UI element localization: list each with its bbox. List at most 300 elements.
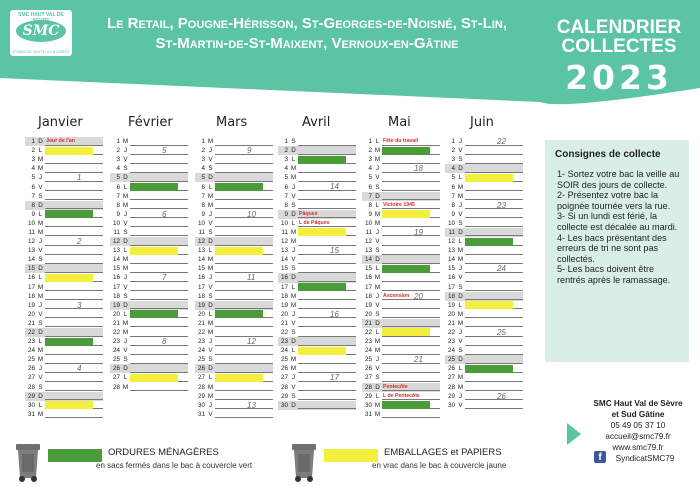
day-number: 1 xyxy=(201,138,205,146)
day-number: 23 xyxy=(27,338,35,346)
day-letter: M xyxy=(37,410,44,418)
day-row xyxy=(445,201,523,210)
day-row xyxy=(362,283,440,292)
day-row xyxy=(278,264,356,273)
day-letter: S xyxy=(375,310,380,318)
green-collection-bar xyxy=(298,156,346,164)
day-letter: L xyxy=(123,183,128,191)
day-number: 15 xyxy=(197,265,205,273)
day-number: 1 xyxy=(368,138,372,146)
day-letter: J xyxy=(458,392,463,400)
day-number: 17 xyxy=(447,283,455,291)
day-letter: V xyxy=(208,347,213,355)
day-number: 5 xyxy=(451,174,455,182)
day-letter: L xyxy=(38,274,43,282)
day-row xyxy=(195,192,273,201)
day-letter: S xyxy=(123,228,128,236)
week-number: 4 xyxy=(77,364,82,374)
day-line xyxy=(130,192,188,200)
yellow-collection-bar xyxy=(130,247,178,255)
yellow-bin-icon xyxy=(290,440,318,482)
day-line xyxy=(465,374,523,382)
day-row xyxy=(278,173,356,182)
day-letter: M xyxy=(207,329,214,337)
day-line xyxy=(45,410,103,418)
green-collection-bar xyxy=(45,338,93,346)
day-letter: L xyxy=(208,310,213,318)
day-row xyxy=(445,164,523,173)
day-number: 2 xyxy=(31,147,35,155)
green-collection-bar xyxy=(465,365,513,373)
day-line xyxy=(130,292,188,300)
day-number: 19 xyxy=(197,301,205,309)
day-row xyxy=(445,346,523,355)
day-row xyxy=(110,355,188,364)
day-number: 17 xyxy=(364,283,372,291)
day-line xyxy=(215,219,273,227)
day-number: 11 xyxy=(198,228,205,236)
day-letter: L xyxy=(375,329,380,337)
day-letter: M xyxy=(457,192,464,200)
day-number: 4 xyxy=(368,165,372,173)
day-row xyxy=(110,283,188,292)
contact-email[interactable]: accueil@smc79.fr xyxy=(605,432,671,441)
day-row xyxy=(362,310,440,319)
day-row xyxy=(195,364,273,373)
day-row xyxy=(445,210,523,219)
day-line xyxy=(298,292,356,300)
day-line xyxy=(298,165,356,173)
day-letter: S xyxy=(38,192,43,200)
day-row xyxy=(25,283,103,292)
day-line xyxy=(215,192,273,200)
day-number: 29 xyxy=(447,392,455,400)
day-line xyxy=(215,319,273,327)
contact-name-2: et Sud Gâtine xyxy=(611,410,665,419)
day-row xyxy=(25,301,103,310)
day-row xyxy=(278,182,356,191)
day-row xyxy=(25,273,103,282)
month-name-janvier: Janvier xyxy=(38,115,83,130)
day-number: 21 xyxy=(197,319,205,327)
day-row xyxy=(195,383,273,392)
day-number: 14 xyxy=(27,256,35,264)
day-row xyxy=(195,328,273,337)
day-letter: J xyxy=(123,147,128,155)
day-row xyxy=(195,164,273,173)
day-number: 4 xyxy=(31,165,35,173)
calendar-title xyxy=(540,18,698,56)
month-name-juin: Juin xyxy=(470,115,494,130)
day-number: 19 xyxy=(27,301,35,309)
day-number: 8 xyxy=(284,201,288,209)
day-letter: J xyxy=(123,338,128,346)
week-number: 26 xyxy=(497,391,506,401)
day-letter: S xyxy=(291,265,296,273)
legend-green-swatch xyxy=(48,449,102,462)
day-line xyxy=(298,265,356,273)
day-line xyxy=(298,310,356,318)
smc-logo xyxy=(10,10,72,56)
day-line xyxy=(215,265,273,273)
day-letter: V xyxy=(458,147,463,155)
day-letter: M xyxy=(290,228,297,236)
day-letter: L xyxy=(291,283,296,291)
day-letter: S xyxy=(458,156,463,164)
day-row xyxy=(110,146,188,155)
day-line xyxy=(45,183,103,191)
day-letter: M xyxy=(207,138,214,146)
yellow-collection-bar xyxy=(298,347,346,355)
day-row xyxy=(25,201,103,210)
day-number: 26 xyxy=(280,365,288,373)
day-letter: V xyxy=(38,247,43,255)
day-number: 13 xyxy=(197,247,205,255)
week-number: 8 xyxy=(162,337,167,347)
day-row xyxy=(278,292,356,301)
day-number: 17 xyxy=(280,283,288,291)
day-letter: J xyxy=(458,265,463,273)
day-letter: V xyxy=(123,347,128,355)
day-number: 12 xyxy=(27,238,35,246)
day-row xyxy=(25,373,103,382)
day-letter: D xyxy=(375,256,380,264)
day-row xyxy=(278,283,356,292)
day-row xyxy=(110,273,188,282)
calendar-year: 2023 xyxy=(565,58,673,97)
week-number: 22 xyxy=(497,137,506,146)
day-letter: M xyxy=(374,410,381,418)
day-row xyxy=(278,219,356,228)
day-line xyxy=(465,329,523,337)
day-line xyxy=(215,138,273,146)
day-line xyxy=(130,228,188,236)
day-row xyxy=(278,355,356,364)
day-line xyxy=(45,201,103,209)
day-letter: V xyxy=(375,301,380,309)
consigne-item-4: 4- Les bacs présentant des erreurs de tri ne sont pas collectés. xyxy=(557,232,667,264)
day-number: 7 xyxy=(31,192,35,200)
week-number: 3 xyxy=(77,300,82,310)
day-row xyxy=(445,392,523,401)
day-row xyxy=(445,292,523,301)
day-number: 6 xyxy=(284,183,288,191)
day-row xyxy=(445,283,523,292)
day-row xyxy=(25,319,103,328)
day-row xyxy=(110,137,188,146)
day-line xyxy=(215,274,273,282)
day-letter: M xyxy=(374,347,381,355)
day-row xyxy=(110,383,188,392)
day-number: 5 xyxy=(284,174,288,182)
day-row xyxy=(110,319,188,328)
day-line xyxy=(382,374,440,382)
day-letter: J xyxy=(375,228,380,236)
day-row xyxy=(195,201,273,210)
day-line xyxy=(465,292,523,300)
day-number: 24 xyxy=(112,347,120,355)
day-line xyxy=(215,201,273,209)
day-row xyxy=(110,192,188,201)
day-number: 27 xyxy=(364,374,372,382)
day-row xyxy=(110,301,188,310)
day-number: 23 xyxy=(280,338,288,346)
day-line xyxy=(215,410,273,418)
day-line xyxy=(465,147,523,155)
day-line xyxy=(465,265,523,273)
holiday-label: Victoire 1945 xyxy=(383,201,415,208)
day-letter: M xyxy=(37,165,44,173)
day-row xyxy=(445,373,523,382)
yellow-collection-bar xyxy=(382,210,430,218)
day-row xyxy=(445,246,523,255)
contact-website[interactable]: www.smc79.fr xyxy=(612,443,664,452)
day-row xyxy=(25,264,103,273)
day-number: 28 xyxy=(197,383,205,391)
holiday-label: Fête du travail xyxy=(383,138,419,144)
day-letter: V xyxy=(291,383,296,391)
week-number: 1 xyxy=(77,173,82,183)
day-number: 28 xyxy=(364,383,372,391)
day-row xyxy=(362,392,440,401)
day-row xyxy=(110,310,188,319)
day-number: 22 xyxy=(112,329,120,337)
day-row xyxy=(362,201,440,210)
day-letter: J xyxy=(208,338,213,346)
day-line xyxy=(215,165,273,173)
day-row xyxy=(362,264,440,273)
day-row xyxy=(278,364,356,373)
day-row xyxy=(445,355,523,364)
day-letter: V xyxy=(208,410,213,418)
day-line xyxy=(45,256,103,264)
day-line xyxy=(298,401,356,409)
day-letter: L xyxy=(375,392,380,400)
day-row xyxy=(110,210,188,219)
day-letter: D xyxy=(291,338,296,346)
day-number: 24 xyxy=(364,347,372,355)
day-line xyxy=(298,383,356,391)
day-letter: D xyxy=(458,356,463,364)
day-letter: L xyxy=(291,219,296,227)
day-number: 24 xyxy=(27,347,35,355)
day-line xyxy=(45,265,103,273)
day-letter: J xyxy=(291,183,296,191)
day-line xyxy=(45,219,103,227)
contact-facebook[interactable]: SyndicatSMC79 xyxy=(615,454,675,463)
day-number: 14 xyxy=(197,256,205,264)
day-line xyxy=(45,247,103,255)
day-number: 6 xyxy=(451,183,455,191)
day-letter: S xyxy=(208,292,213,300)
day-row xyxy=(110,292,188,301)
legend-emb-sub: en vrac dans le bac à couvercle jaune xyxy=(372,461,507,470)
day-row xyxy=(362,373,440,382)
facebook-icon[interactable]: f xyxy=(594,451,606,463)
month-grid-fevrier xyxy=(110,137,188,392)
day-line xyxy=(130,301,188,309)
day-row xyxy=(195,283,273,292)
day-letter: D xyxy=(208,174,213,182)
day-row xyxy=(362,355,440,364)
day-row xyxy=(25,346,103,355)
day-letter: J xyxy=(375,292,380,300)
day-line xyxy=(298,338,356,346)
day-number: 15 xyxy=(364,265,372,273)
day-line xyxy=(45,192,103,200)
day-letter: M xyxy=(290,165,297,173)
day-line xyxy=(465,319,523,327)
day-number: 8 xyxy=(451,201,455,209)
day-line xyxy=(298,319,356,327)
day-number: 29 xyxy=(27,392,35,400)
day-letter: V xyxy=(38,310,43,318)
day-line xyxy=(215,329,273,337)
day-row xyxy=(362,273,440,282)
day-letter: M xyxy=(374,338,381,346)
day-letter: D xyxy=(291,147,296,155)
day-letter: M xyxy=(457,374,464,382)
day-row xyxy=(110,219,188,228)
day-number: 13 xyxy=(27,247,35,255)
day-number: 28 xyxy=(27,383,35,391)
day-letter: M xyxy=(374,156,381,164)
day-line xyxy=(382,192,440,200)
green-collection-bar xyxy=(215,310,263,318)
week-number: 15 xyxy=(330,246,339,256)
day-number: 29 xyxy=(364,392,372,400)
day-line xyxy=(298,147,356,155)
day-letter: L xyxy=(458,238,463,246)
day-number: 12 xyxy=(447,238,455,246)
day-number: 3 xyxy=(451,156,455,164)
day-number: 27 xyxy=(27,374,35,382)
day-letter: D xyxy=(208,365,213,373)
day-row xyxy=(362,337,440,346)
day-number: 21 xyxy=(447,319,455,327)
week-number: 20 xyxy=(414,291,423,301)
day-letter: V xyxy=(208,156,213,164)
day-line xyxy=(465,338,523,346)
day-line xyxy=(130,383,188,391)
day-line xyxy=(465,347,523,355)
day-line xyxy=(465,383,523,391)
consignes-panel xyxy=(545,140,689,362)
day-row xyxy=(110,155,188,164)
day-letter: M xyxy=(374,210,381,218)
day-row xyxy=(195,310,273,319)
day-number: 5 xyxy=(201,174,205,182)
day-row xyxy=(278,237,356,246)
day-line xyxy=(215,301,273,309)
day-letter: D xyxy=(38,392,43,400)
day-line xyxy=(465,283,523,291)
day-letter: M xyxy=(122,265,129,273)
day-row xyxy=(445,219,523,228)
calendar-title-line-1: CALENDRIER xyxy=(556,17,682,38)
day-number: 4 xyxy=(201,165,205,173)
day-line xyxy=(45,301,103,309)
day-number: 18 xyxy=(280,292,288,300)
day-number: 30 xyxy=(27,401,35,409)
day-line xyxy=(298,392,356,400)
green-collection-bar xyxy=(45,210,93,218)
day-row xyxy=(110,173,188,182)
day-letter: D xyxy=(123,174,128,182)
day-letter: D xyxy=(458,228,463,236)
day-line xyxy=(298,356,356,364)
contact-phone[interactable]: 05 49 05 37 10 xyxy=(610,421,666,430)
day-row xyxy=(195,337,273,346)
day-number: 7 xyxy=(368,192,372,200)
day-row xyxy=(445,228,523,237)
day-row xyxy=(25,383,103,392)
day-number: 14 xyxy=(280,256,288,264)
day-line xyxy=(130,201,188,209)
day-row xyxy=(445,182,523,191)
day-number: 11 xyxy=(281,228,288,236)
day-line xyxy=(45,392,103,400)
day-letter: M xyxy=(374,219,381,227)
day-line xyxy=(465,219,523,227)
day-letter: M xyxy=(374,401,381,409)
day-number: 12 xyxy=(280,238,288,246)
day-line xyxy=(130,156,188,164)
day-number: 6 xyxy=(368,183,372,191)
day-line xyxy=(130,347,188,355)
day-line xyxy=(465,156,523,164)
month-name-mai: Mai xyxy=(388,115,411,130)
day-number: 9 xyxy=(116,210,120,218)
day-line xyxy=(465,165,523,173)
day-row xyxy=(278,401,356,410)
day-number: 23 xyxy=(364,338,372,346)
day-row xyxy=(25,292,103,301)
day-letter: L xyxy=(375,138,380,146)
day-row xyxy=(25,219,103,228)
day-line xyxy=(130,147,188,155)
day-line xyxy=(382,165,440,173)
day-number: 16 xyxy=(112,274,120,282)
day-line xyxy=(298,374,356,382)
day-row xyxy=(110,201,188,210)
day-number: 18 xyxy=(364,292,372,300)
yellow-collection-bar xyxy=(215,374,263,382)
day-row xyxy=(362,364,440,373)
day-number: 27 xyxy=(447,374,455,382)
day-number: 1 xyxy=(451,138,455,146)
day-number: 13 xyxy=(364,247,372,255)
day-letter: S xyxy=(123,292,128,300)
holiday-label: L de Pentecôte xyxy=(383,392,420,399)
legend-om-sub: en sacs fermés dans le bac à couvercle vert xyxy=(96,461,253,470)
day-row xyxy=(362,228,440,237)
day-number: 1 xyxy=(284,138,288,146)
day-row xyxy=(362,255,440,264)
day-letter: V xyxy=(123,219,128,227)
day-line xyxy=(465,256,523,264)
day-letter: J xyxy=(208,401,213,409)
day-row xyxy=(362,319,440,328)
day-letter: D xyxy=(38,138,43,146)
day-number: 10 xyxy=(364,219,372,227)
day-row xyxy=(110,373,188,382)
week-number: 13 xyxy=(247,400,256,410)
day-letter: L xyxy=(38,210,43,218)
day-row xyxy=(25,355,103,364)
day-number: 9 xyxy=(451,210,455,218)
week-number: 21 xyxy=(414,355,423,365)
